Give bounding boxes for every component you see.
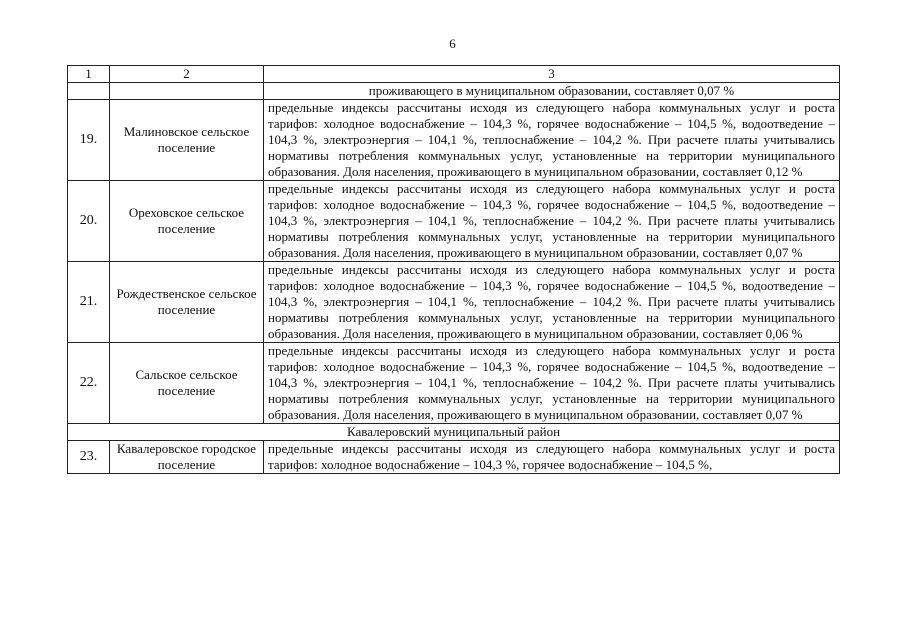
table-row: [68, 262, 840, 343]
table-row: [68, 181, 840, 262]
description-cell: предельные индексы рассчитаны исходя из следующего набора коммунальных услуг и роста тарифов: холодное водоснабжение – 104,3 %, горячее водоснабжение – 104,5 %, водоотведение – 104,3 %, электроэнергия – 104,1 %, теплоснабжение – 104,2 %. При расчете платы учитывались нормативы потребления коммунальных услуг, установленные на территории муниципального образования. Доля населения, проживающего в муниципальном образовании, составляет 0,12 %: [264, 100, 840, 181]
description-cell: предельные индексы рассчитаны исходя из следующего набора коммунальных услуг и роста тарифов: холодное водоснабжение – 104,3 %, горячее водоснабжение – 104,5 %,: [264, 441, 840, 474]
row-number-cell: 23.: [68, 441, 110, 474]
column-header-1: 1: [68, 66, 110, 83]
column-header-3: 3: [264, 66, 840, 83]
section-header-row: [68, 424, 840, 441]
municipality-name-cell: Малиновское сельское поселение: [110, 100, 264, 181]
page-number: 6: [449, 36, 456, 51]
table-row: [68, 343, 840, 424]
description-cell: предельные индексы рассчитаны исходя из следующего набора коммунальных услуг и роста тарифов: холодное водоснабжение – 104,3 %, горячее водоснабжение – 104,5 %, водоотведение – 104,3 %, электроэнергия – 104,1 %, теплоснабжение – 104,2 %. При расчете платы учитывались нормативы потребления коммунальных услуг, установленные на территории муниципального образования. Доля населения, проживающего в муниципальном образовании, составляет 0,07 %: [264, 343, 840, 424]
table-row: [68, 441, 840, 474]
table-row-continuation: [68, 83, 840, 100]
section-title: Кавалеровский муниципальный район: [68, 424, 840, 441]
row-number-cell: 19.: [68, 100, 110, 181]
municipality-name-cell: Ореховское сельское поселение: [110, 181, 264, 262]
description-cell: предельные индексы рассчитаны исходя из следующего набора коммунальных услуг и роста тарифов: холодное водоснабжение – 104,3 %, горячее водоснабжение – 104,5 %, водоотведение – 104,3 %, электроэнергия – 104,1 %, теплоснабжение – 104,2 %. При расчете платы учитывались нормативы потребления коммунальных услуг, установленные на территории муниципального образования. Доля населения, проживающего в муниципальном образовании, составляет 0,06 %: [264, 262, 840, 343]
row-number-cell: 22.: [68, 343, 110, 424]
municipality-name-cell: Сальское сельское поселение: [110, 343, 264, 424]
tariff-index-table: [67, 65, 840, 474]
municipality-name-cell: [110, 83, 264, 100]
table-row: [68, 100, 840, 181]
municipality-name-cell: Кавалеровское городское поселение: [110, 441, 264, 474]
description-cell: предельные индексы рассчитаны исходя из следующего набора коммунальных услуг и роста тарифов: холодное водоснабжение – 104,3 %, горячее водоснабжение – 104,5 %, водоотведение – 104,3 %, электроэнергия – 104,1 %, теплоснабжение – 104,2 %. При расчете платы учитывались нормативы потребления коммунальных услуг, установленные на территории муниципального образования. Доля населения, проживающего в муниципальном образовании, составляет 0,07 %: [264, 181, 840, 262]
table-header-row: [68, 66, 840, 83]
row-number-cell: 21.: [68, 262, 110, 343]
row-number-cell: 20.: [68, 181, 110, 262]
description-cell: проживающего в муниципальном образовании, составляет 0,07 %: [264, 83, 840, 100]
column-header-2: 2: [110, 66, 264, 83]
municipality-name-cell: Рождественское сельское поселение: [110, 262, 264, 343]
row-number-cell: [68, 83, 110, 100]
